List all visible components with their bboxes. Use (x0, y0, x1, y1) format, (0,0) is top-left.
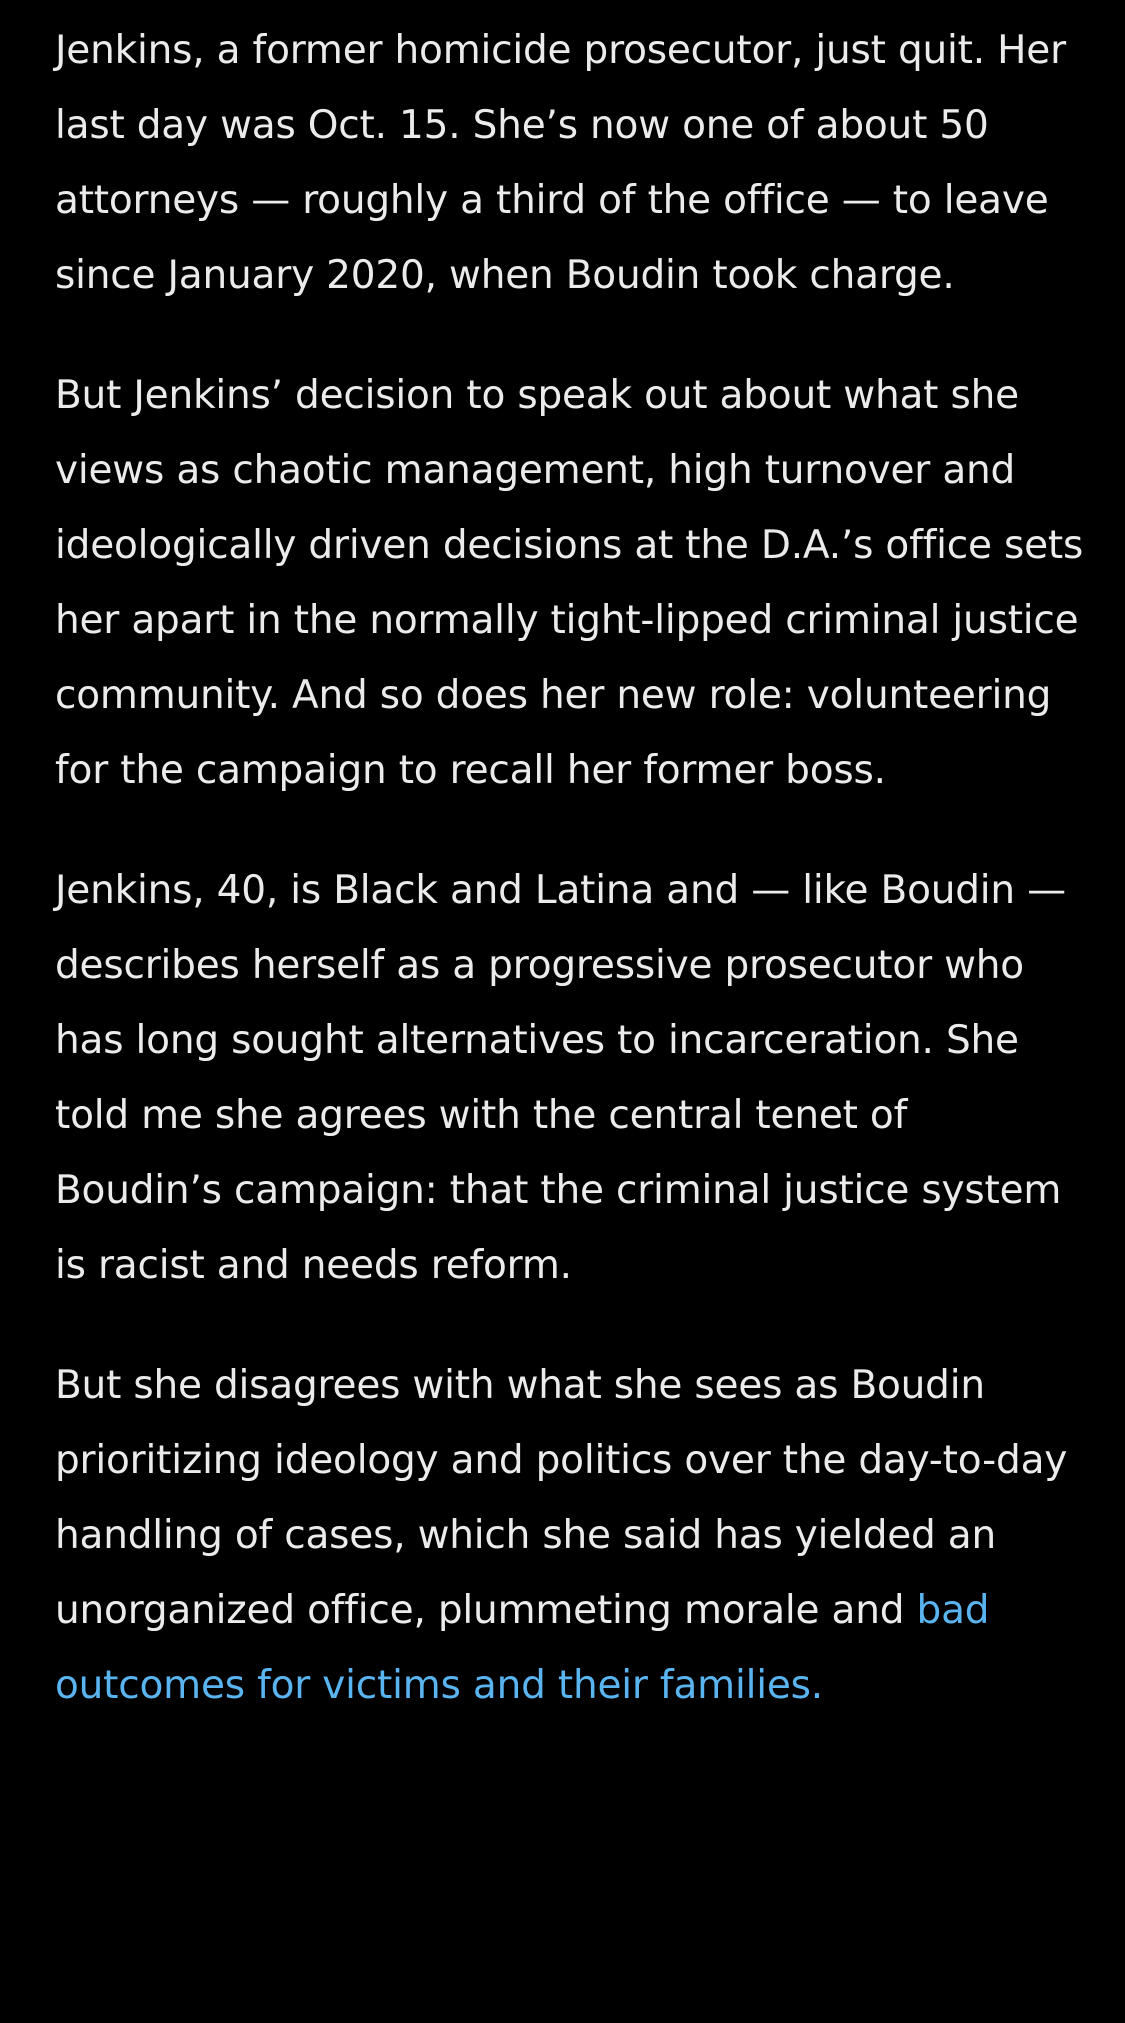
paragraph-4 (55, 1348, 1085, 1723)
paragraph-1 (55, 13, 1085, 313)
paragraph-4-text: But she disagrees with what she sees as Boudin prioritizing ideology and politics over the day-to-day handling of cases, which she said has yielded an unorganized office, plummeting morale and (55, 1363, 1068, 1633)
paragraph-2-text: But Jenkins’ decision to speak out about what she views as chaotic management, high turnover and ideologically driven decisions at the D.A.’s office sets her apart in the normally tight-lipped criminal justice community. And so does her new role: volunteering for the campaign to recall her former boss. (55, 373, 1084, 793)
article-body (55, 13, 1085, 1768)
paragraph-3 (55, 853, 1085, 1303)
paragraph-2 (55, 358, 1085, 808)
paragraph-3-text: Jenkins, 40, is Black and Latina and — like Boudin — describes herself as a progressive prosecutor who has long sought alternatives to incarceration. She told me she agrees with the central tenet of Boudin’s campaign: that the criminal justice system is racist and needs reform. (55, 868, 1066, 1288)
paragraph-1-text: Jenkins, a former homicide prosecutor, just quit. Her last day was Oct. 15. She’s now one of about 50 attorneys — roughly a third of the office — to leave since January 2020, when Boudin took charge. (55, 28, 1066, 298)
victims-outcomes-link[interactable]: bad outcomes for victims and their families. (55, 1588, 990, 1708)
